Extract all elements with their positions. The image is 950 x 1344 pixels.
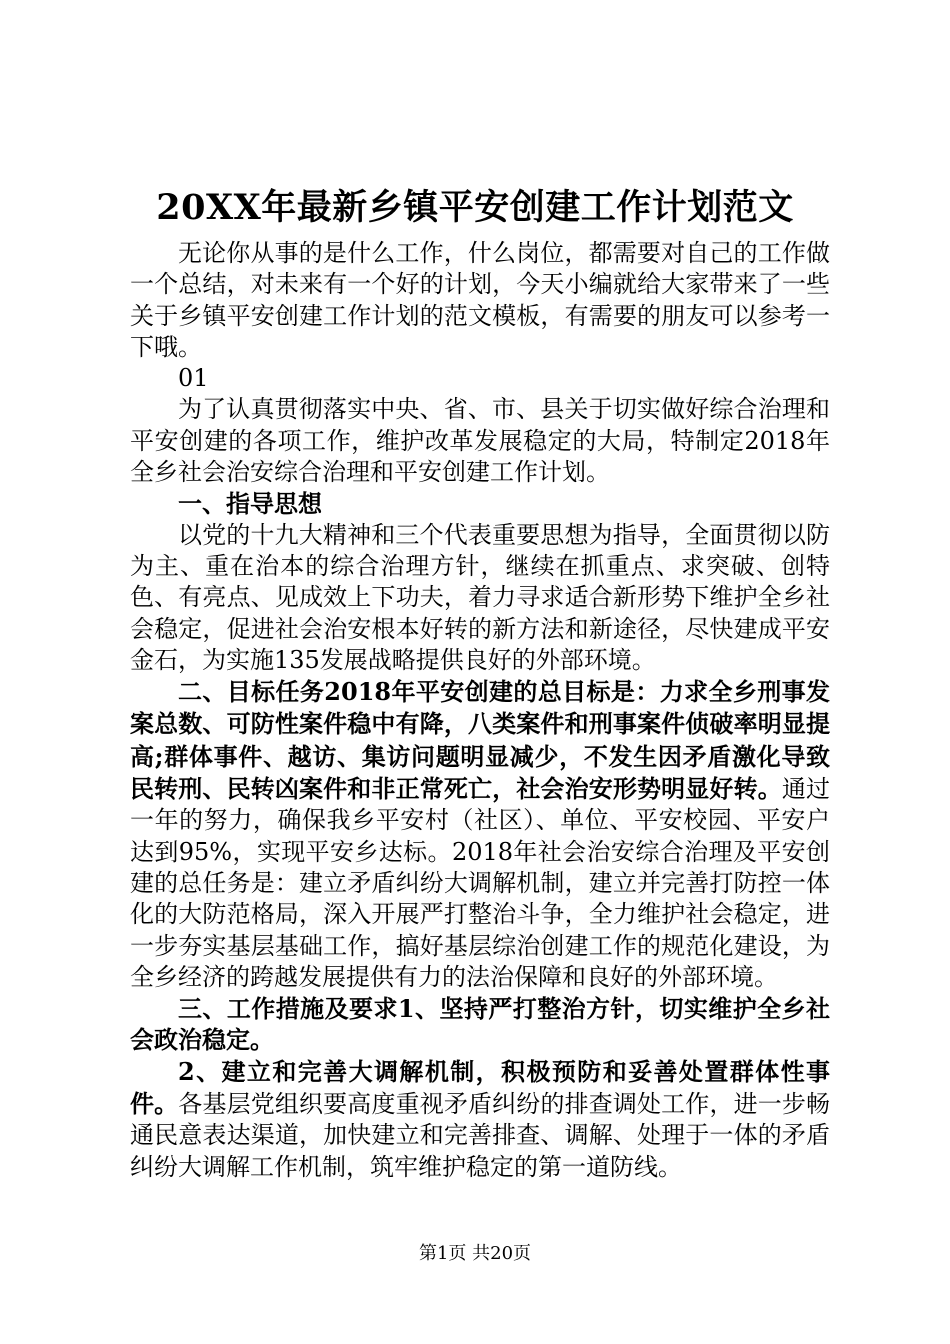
mediation-body-text: 各基层党组织要高度重视矛盾纠纷的排查调处工作，进一步畅通民意表达渠道，加快建立和完善排查、调解、处理于一体的矛盾纠纷大调解工作机制，筑牢维护稳定的第一道防线。 [130,1090,831,1181]
measures-paragraph: 三、工作措施及要求1、坚持严打整治方针，切实维护全乡社会政治稳定。 [130,994,830,1055]
goal-lead-text: 二、目标任务2018年平安创建的总目标是：力求全乡刑事发案总数、可防性案件稳中有降，八类案件和刑事案件侦破率明显提高;群体事件、越访、集访问题明显减少，不发生因矛盾激化导致民转刑、民转凶案件和非正常死亡，社会治安形势明显好转。 [130,677,830,804]
purpose-paragraph: 为了认真贯彻落实中央、省、市、县关于切实做好综合治理和平安创建的各项工作，维护改革发展稳定的大局，特制定2018年全乡社会治安综合治理和平安创建工作计划。 [130,395,830,487]
page-footer: 第1页 共20页 [418,1243,532,1264]
guiding-thought-paragraph: 以党的十九大精神和三个代表重要思想为指导，全面贯彻以防为主、重在治本的综合治理方针，继续在抓重点、求突破、创特色、有亮点、见成效上下功夫，着力寻求适合新形势下维护全乡社会稳定，促进社会治安根本好转的新方法和新途径，尽快建成平安金石，为实施135发展战略提供良好的外部环境。 [130,520,830,674]
document-body [130,238,830,1183]
section-number: 01 [178,364,209,393]
mediation-paragraph [130,1056,830,1183]
mediation-lead-text: 2、建立和完善大调解机制，积极预防和妥善处置群体性事件。 [130,1056,830,1119]
goal-paragraph [130,676,830,993]
heading-guiding-thought: 一、指导思想 [178,489,322,519]
goal-body-text: 通过一年的努力，确保我乡平安村（社区）、单位、平安校园、平安户达到95%，实现平安乡达标。2018年社会治安综合治理及平安创建的总任务是：建立矛盾纠纷大调解机制，建立并完善打防控一体化的大防范格局，深入开展严打整治斗争，全力维护社会稳定，进一步夯实基层基础工作，搞好基层综治创建工作的规范化建设，为全乡经济的跨越发展提供有力的法治保障和良好的外部环境。 [130,775,831,991]
intro-paragraph: 无论你从事的是什么工作，什么岗位，都需要对自己的工作做一个总结，对未来有一个好的计划，今天小编就给大家带来了一些关于乡镇平安创建工作计划的范文模板，有需要的朋友可以参考一下哦。 [130,239,830,361]
page-title: 20XX年最新乡镇平安创建工作计划范文 [156,187,794,228]
